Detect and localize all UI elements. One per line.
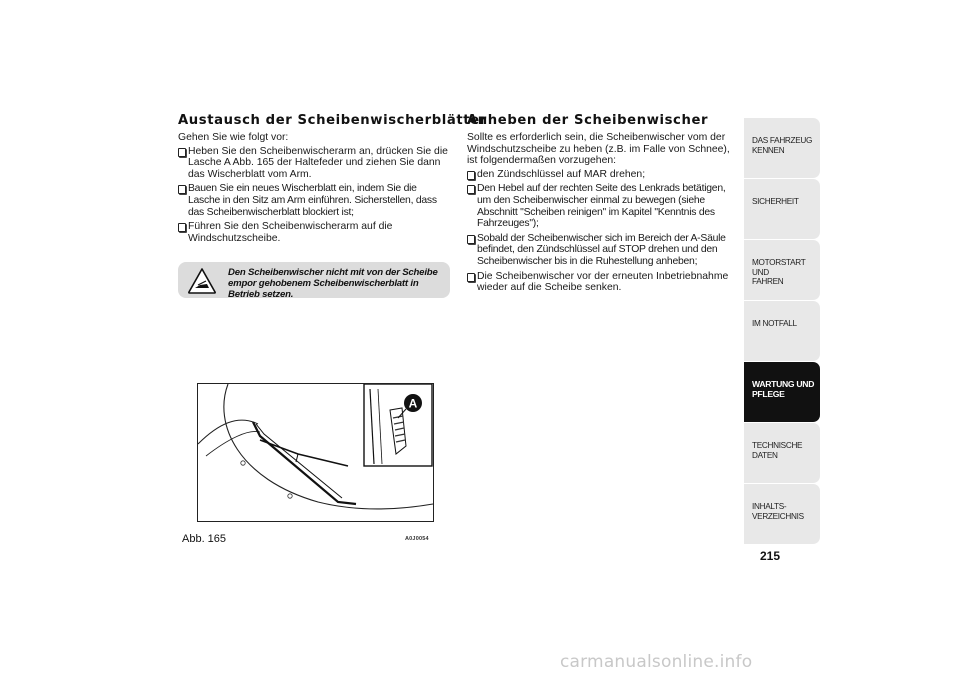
list-item: Die Scheibenwischer vor der erneuten Inbetriebnahme wieder auf die Scheibe senken. [467, 271, 731, 294]
tab-technische-daten[interactable]: TECHNISCHE DATEN [744, 423, 820, 483]
list-item: Führen Sie den Scheibenwischerarm auf die Windschutzscheibe. [178, 221, 450, 244]
warning-triangle-icon [188, 268, 216, 294]
checkbox-bullet-icon [467, 171, 475, 180]
figure-marker-a: A [408, 396, 418, 411]
chapter-tabs [744, 118, 820, 545]
step-list [467, 169, 731, 294]
tab-das-fahrzeug-kennen[interactable]: DAS FAHRZEUG KENNEN [744, 118, 820, 178]
checkbox-bullet-icon [178, 148, 186, 157]
watermark: carmanualsonline.info [560, 652, 753, 672]
left-column [178, 113, 487, 247]
figure-caption: Abb. 165 [182, 533, 227, 545]
wiper-drawing [198, 384, 433, 521]
right-column [467, 113, 731, 297]
list-item: Heben Sie den Scheibenwischerarm an, drücken Sie die Lasche A Abb. 165 der Haltefeder und ziehen Sie dann das Wischerblatt vom Arm. [178, 146, 450, 181]
warning-text: Den Scheibenwischer nicht mit von der Scheibe empor gehobenem Scheibenwischerblatt in Betrieb setzen. [228, 267, 438, 300]
list-item: Den Hebel auf der rechten Seite des Lenkrads betätigen, um den Scheibenwischer einmal zu bewegen (siehe Abschnitt "Scheiben reinigen" im Kapitel "Kenntnis des Fahrzeuges"); [467, 183, 731, 229]
step-list [178, 146, 450, 245]
tab-wartung-und-pflege[interactable]: WARTUNG UND PFLEGE [744, 362, 820, 422]
checkbox-bullet-icon [467, 235, 475, 244]
checkbox-bullet-icon [178, 185, 186, 194]
section-title-blade-replacement: Austausch der Scheibenwischerblätter [178, 113, 487, 128]
checkbox-bullet-icon [178, 223, 186, 232]
list-item: Bauen Sie ein neues Wischerblatt ein, indem Sie die Lasche in den Sitz am Arm einführen. Sicherstellen, dass das Scheibenwischerblatt blockiert ist; [178, 183, 450, 218]
warning-box [178, 262, 450, 298]
checkbox-bullet-icon [467, 273, 475, 282]
tab-inhaltsverzeichnis[interactable]: INHALTS- VERZEICHNIS [744, 484, 820, 544]
page-number: 215 [760, 549, 781, 563]
section-title-lifting-wipers: Anheben der Scheibenwischer [467, 113, 709, 128]
intro-text: Gehen Sie wie folgt vor: [178, 132, 289, 143]
intro-text: Sollte es erforderlich sein, die Scheibenwischer vom der Windschutzscheibe zu heben (z.B. im Falle von Schnee), ist folgendermaßen vorzugehen: [467, 132, 730, 167]
tab-sicherheit[interactable]: SICHERHEIT [744, 179, 820, 239]
checkbox-bullet-icon [467, 185, 475, 194]
figure-wiper-illustration [197, 383, 434, 522]
list-item: den Zündschlüssel auf MAR drehen; [467, 169, 731, 181]
tab-im-notfall[interactable]: IM NOTFALL [744, 301, 820, 361]
list-item: Sobald der Scheibenwischer sich im Bereich der A-Säule befindet, den Zündschlüssel auf STOP drehen und den Scheibenwischer bis in die Ruhestellung anheben; [467, 233, 731, 268]
tab-motorstart-und-fahren[interactable]: MOTORSTART UND FAHREN [744, 240, 820, 300]
figure-code: A0J0054 [405, 536, 429, 542]
